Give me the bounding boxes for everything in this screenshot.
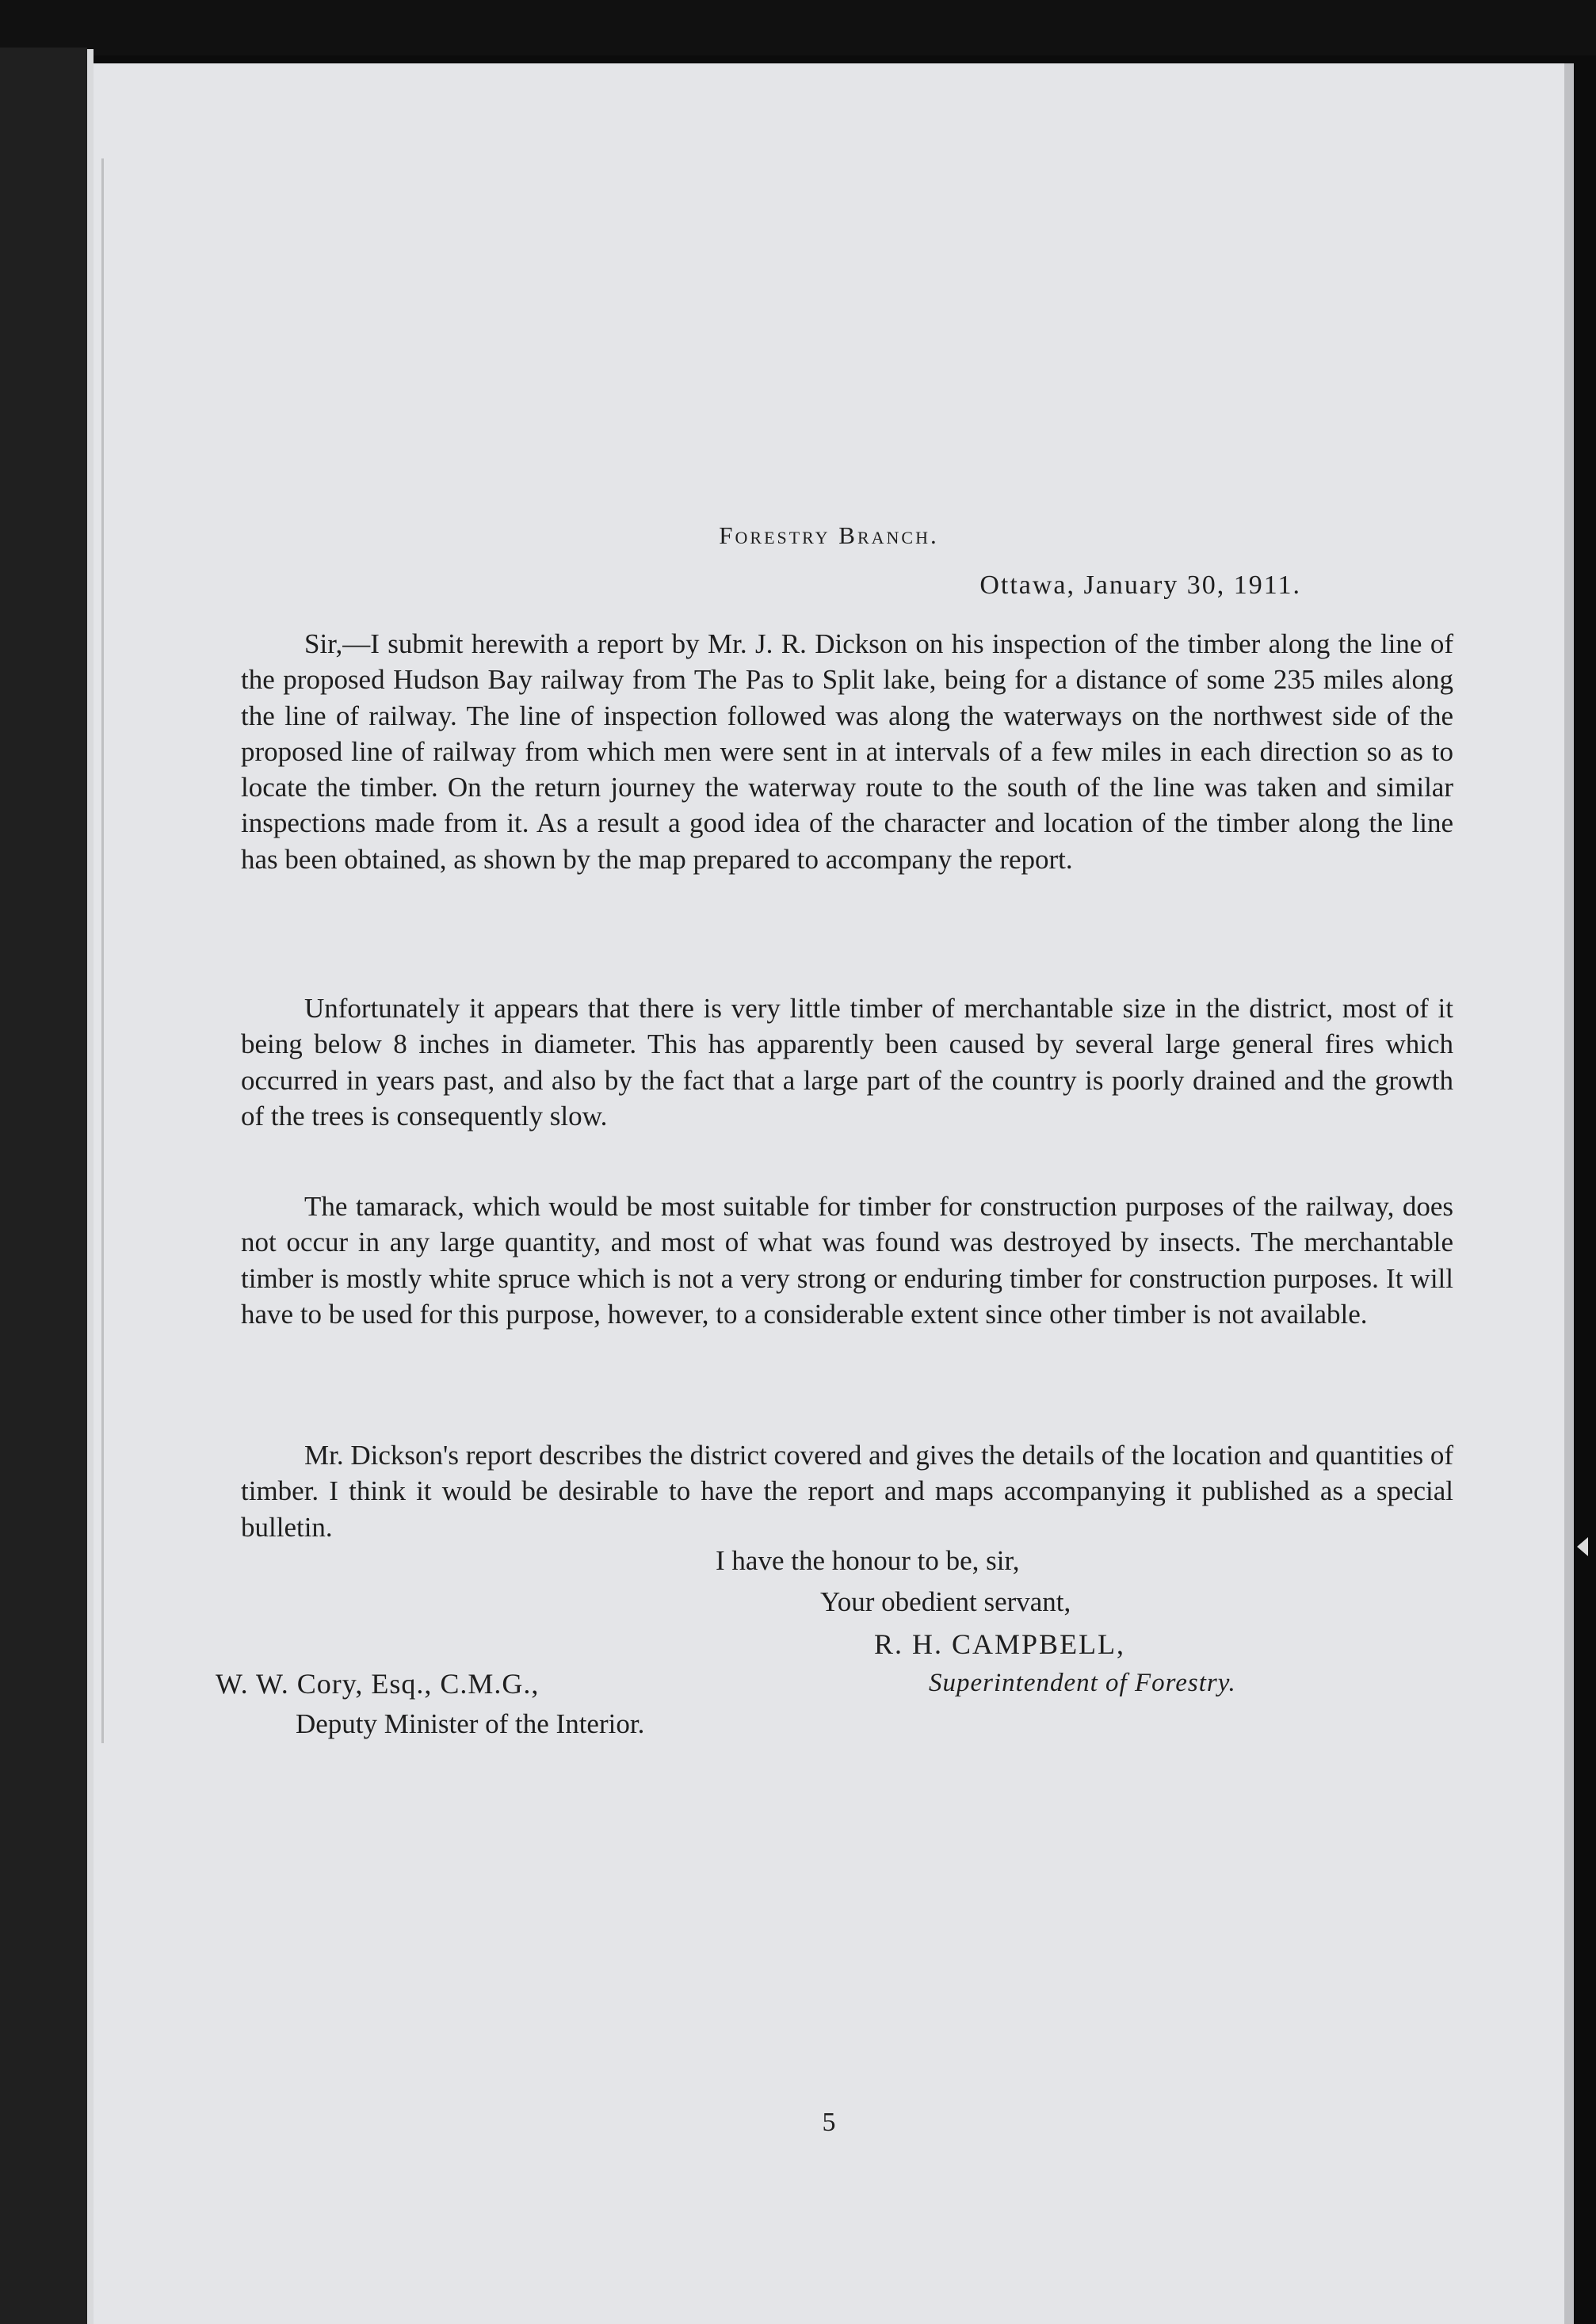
signature-name: R. H. CAMPBELL, bbox=[874, 1628, 1126, 1660]
letter-paragraph-3: The tamarack, which would be most suitable for timber for construction purposes of the railway, does not occur in any large quantity, and most of what was found was destroyed by insects. The merchantable timber is mostly white spruce which is not a very strong or enduring timber for construction purposes. It will have to be used for this purpose, however, to a considerable extent since other timber is not available. bbox=[241, 1191, 1453, 1330]
scan-border-top bbox=[0, 0, 1596, 55]
addressee-title: Deputy Minister of the Interior. bbox=[296, 1708, 645, 1739]
document-page bbox=[94, 63, 1564, 2324]
scan-border-left bbox=[0, 48, 87, 2324]
signature-title: Superintendent of Forestry. bbox=[929, 1669, 1236, 1697]
page-crease bbox=[101, 158, 104, 1743]
letter-dateline: Ottawa, January 30, 1911. bbox=[979, 571, 1301, 600]
facing-page-edge bbox=[87, 49, 94, 2324]
letter-closing-1: I have the honour to be, sir, bbox=[716, 1545, 1020, 1576]
page-number: 5 bbox=[822, 2108, 836, 2137]
scan-arrow-icon bbox=[1577, 1537, 1588, 1556]
letter-paragraph-4: Mr. Dickson's report describes the district covered and gives the details of the location and quantities of timber. I think it would be desirable to have the report and maps accompanying it published as a special bulletin. bbox=[241, 1440, 1453, 1543]
letter-closing-2: Your obedient servant, bbox=[820, 1586, 1071, 1617]
letter-paragraph-2: Unfortunately it appears that there is very little timber of merchantable size in the district, most of it being below 8 inches in diameter. This has apparently been caused by several large general fires which occurred in years past, and also by the fact that a large part of the country is poorly drained and the growth of the trees is consequently slow. bbox=[241, 993, 1453, 1131]
letter-paragraph-1: Sir,—I submit herewith a report by Mr. J. R. Dickson on his inspection of the timber along the line of the proposed Hudson Bay railway from The Pas to Split lake, being for a distance of some 235 miles along the line of railway. The line of inspection followed was along the waterways on the northwest side of the proposed line of railway from which men were sent in at intervals of a few miles in each direction so as to locate the timber. On the return journey the waterway route to the south of the line was taken and similar inspections made from it. As a result a good idea of the character and location of the timber along the line has been obtained, as shown by the map prepared to accompany the report. bbox=[241, 628, 1453, 875]
addressee-name: W. W. Cory, Esq., C.M.G., bbox=[216, 1668, 540, 1700]
page-edge-right bbox=[1564, 63, 1574, 2324]
letter-heading: Forestry Branch. bbox=[719, 521, 939, 549]
